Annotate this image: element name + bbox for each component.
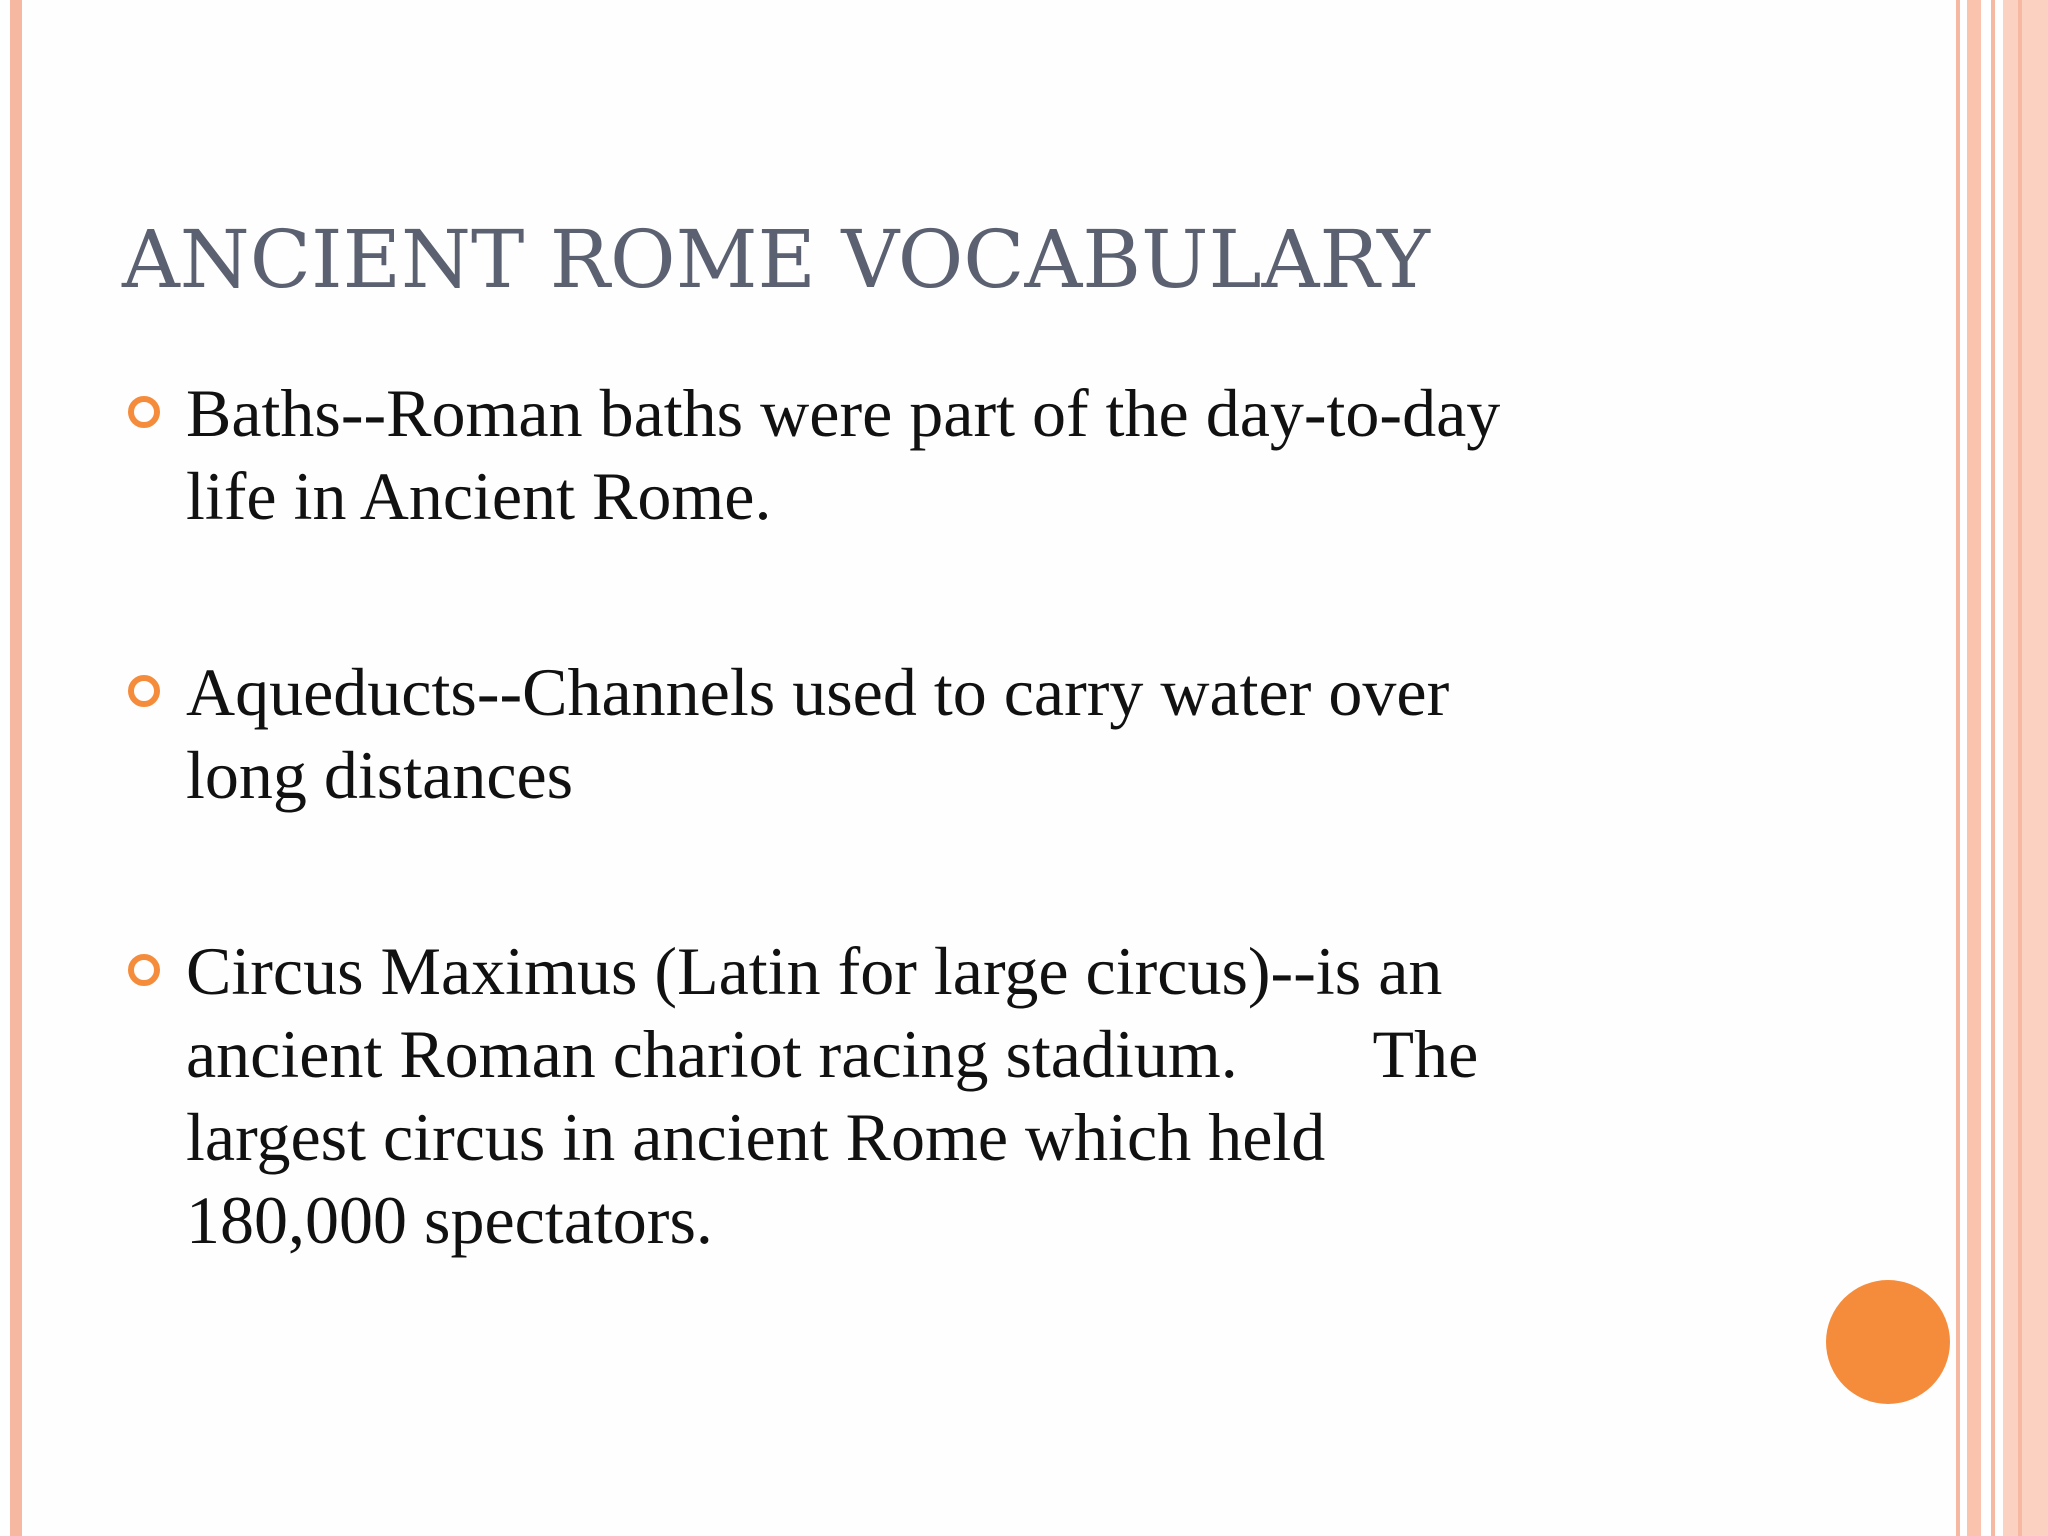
left-border (10, 0, 22, 1536)
bullet-text: Circus Maximus (Latin for large circus)--is an ancient Roman chariot racing stadium. The largest circus in ancient Rome which held 180,000 spectators. (186, 933, 1479, 1258)
slide-title: ANCIENT ROME VOCABULARY (122, 213, 1430, 306)
accent-circle (1826, 1280, 1950, 1404)
right-border-band (2003, 0, 2048, 1536)
bullet-list (124, 372, 1724, 1262)
right-border-line (1991, 0, 1995, 1536)
bullet-text: Aqueducts--Channels used to carry water over long distances (186, 654, 1450, 813)
right-border-band (1967, 0, 1981, 1536)
circle-bullet-icon (128, 675, 160, 707)
circle-bullet-icon (128, 954, 160, 986)
right-border-line (2018, 0, 2022, 1536)
right-border-line (1956, 0, 1960, 1536)
list-item (124, 372, 1724, 538)
bullet-text: Baths--Roman baths were part of the day-to-day life in Ancient Rome. (186, 375, 1501, 534)
list-item (124, 930, 1724, 1262)
list-item (124, 651, 1724, 817)
circle-bullet-icon (128, 396, 160, 428)
